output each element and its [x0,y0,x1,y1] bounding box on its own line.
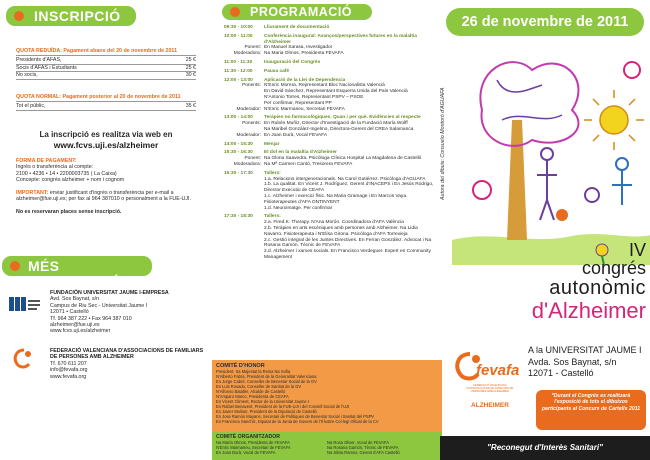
comite-org-list [216,440,438,455]
org1-email-link[interactable]: alzheimer@fue.uji.es [50,322,100,329]
right-column [440,0,650,460]
date-banner [446,8,644,36]
comite-org-line: Na Rosa Oliver, Vocal de FEVAFA [327,440,390,445]
congress-title [460,242,646,323]
program-subrow: Moderador: N'Enric Marmaneu, Secretari FEVAFA [236,106,345,112]
web-info [10,130,202,150]
programacio-title: PROGRAMACIÓ [250,5,353,19]
bullet-icon [10,261,20,271]
comite-honor-line: En Jorge Cabré, Conseller de Benestar Social de la GV [216,379,317,384]
comite-honor-line: En Rafael Benavent, President de la FUE-UJI i del Consell Social de l'UJI [216,404,350,409]
fevafa-logo-icon [8,346,42,372]
inscripcio-title: INSCRIPCIÓ [34,8,121,24]
program-item: 10:00 - 11:00 Conferència inaugural: Avanços/perspectives futures en la malaltia d'Alzheimer [224,33,417,45]
venue [528,345,648,380]
info-header [2,256,152,290]
divider [16,55,196,56]
program-item: 16:30 - 17:30 Tallers: [224,170,281,176]
payment-title: FORMA DE PAGAMENT: [16,158,77,164]
date-text: 26 de novembre de 2011 [461,14,629,30]
alzheimer-label: ALZHEIMER [471,402,509,409]
person-figure-icon [537,160,557,220]
program-list [224,25,436,261]
org2-contact [50,348,208,380]
normal-fee-block [16,94,196,111]
exhibition-note [536,390,646,430]
flower-icon [624,62,640,78]
person-head-icon [541,148,553,160]
web-url-link[interactable]: www.fcvs.uji.es/alzheimer [53,140,159,150]
program-subrow: Ponents: En Rubén Muñiz, Director d'Investigació de la Fundació María Wolff [242,121,408,127]
middle-column [212,0,440,460]
recognition-text: "Reconegut d'Interès Sanitari" [487,443,603,452]
normal-fee-heading: QUOTA NORMAL: Pagament posterior al 20 de novembre de 2011 [16,94,181,100]
program-item: 11:00 - 11:30 Inauguració del Congrés [224,59,321,65]
info-title: MÉS INFORMACIÓ [28,258,122,290]
congress-line3: d'Alzheimer [531,298,646,323]
program-item: 14:00 - 15:30 Menjar [224,141,280,147]
org1-name: FUNDACIÓN UNIVERSITAT JAUME I-EMPRESA [50,290,169,296]
program-subrow: 2.a. Fired.K. Therapy. N'Ana Morón. Coordinadora d'AFA València [264,220,404,226]
program-subrow: Na Maribel González-Ingelmo, Directora-Gerent del CREA Salamanca [264,126,414,132]
program-subrow: 1.c. Alzheimer i exercici físic. Na Maria Gramage i En Marcos Vaya. Fisioterapeutes d'AFA ONTINYENT [264,193,408,205]
comite-honor-line: En Vicent Climent, Rector de la Universitat Jaume I [216,399,309,404]
org1-contact [50,290,208,335]
org2-web-link[interactable]: www.fevafa.org [50,373,87,380]
comite-org-right [327,440,438,455]
program-item: 09:30 - 10:00 Lliurament de documentació [224,25,330,30]
comite-honor-line: En Luis Rosado, Conseller de Sanitat de la GV [216,384,302,389]
org1-line: Tf. 964 387 222 • Fax 964 387 010 [50,315,132,322]
fevafa-logo [448,350,520,422]
org1-line: Avd. Sos Baynat, s/n [50,296,100,303]
tree-crown-shape [480,62,578,146]
payment-block [16,158,202,216]
programacio-header [222,4,372,20]
comite-org-line: Na María Olmos, Presidenta de FEVAFA [216,440,290,445]
program-subrow: Moderador: En Joan Durà, Vocal FEVAFA [236,132,328,138]
congress-numeral: IV [628,240,646,260]
congress-line2: autonòmic [549,277,646,299]
drawing-credit-text: Autora del dibuix: Consuelo Montoró d'AGUAFA [440,87,446,200]
reduced-fee-heading: QUOTA REDUÏDA: Pagament abans del 20 de novembre de 2011 [16,48,178,54]
org2-email-link[interactable]: info@fevafa.org [50,367,88,374]
comite-honor-line: President: Sa Majestat la Reina Na Sofia [216,369,291,374]
payment-line: Ingrés o transferència al compte: [16,164,94,171]
web-info-text: La inscripció es realitza via web en [39,130,173,139]
org2-line: Tf. 670 611 207 [50,360,87,367]
comite-honor-box [212,360,442,432]
program-subrow: En David Sánchez, Representant Esquerra Unida del País Valencià [264,89,408,95]
program-subrow: N'Antonio Torres, Representant PSPV – PSOE [264,94,364,100]
program-subrow: 1.b. La qualitat. En Vicent J. Rodríguez, Gerent d'INACEPS i En Jesús Rodrigo, Director Executiu de CEAFA [264,182,434,194]
person-head-icon [616,158,628,170]
org1-line: Campus de Riu Sec - Universitat Jaume I [50,302,148,309]
inscripcio-header [6,6,136,26]
program-item: 15:30 - 16:30 El dol en la malaltia d'Alzheimer [224,150,337,156]
uji-logo [8,294,42,316]
scribble-shape [497,80,562,120]
divider [16,79,196,80]
comite-honor-line: En Javier Moliner, President de la Diputació de Castelló [216,409,317,414]
left-column [0,0,212,460]
comite-org-line: Na Silvia Ramos, Gerent d'AFA Castelló [327,450,400,455]
payment-line: 2100 • 4236 • 14 • 2200003735 ( La Caixa) [16,170,117,177]
comite-org-line: N'Enric Marmaneu, Secretari de FEVAFA [216,445,291,450]
bullet-icon [230,7,240,17]
venue-line: Avda. Sos Baynat, s/n [528,356,617,367]
payment-line: Concepte: congrés alzheimer + nom i cognom [16,177,125,184]
program-subrow: Ponents: N'Enric Morera, Representant Bloc Nacionalista Valencià [242,83,385,89]
uji-logo-icon [8,294,42,316]
comite-org-left [216,440,327,455]
recognition-banner [440,436,650,460]
fevafa-logo-text: fevafa [476,362,520,379]
program-subrow: Ponent: En Manuel Sarasa, Investigador [244,45,333,51]
program-subrow: Moderadora: Na Maria Olmos, Presidenta FEVAFA [233,51,344,57]
comite-honor-line: En Francisco Sanchiz, Diputat de la Junta de Govern de l'Il·lustre Col·legi Oficial de la CV [216,419,379,424]
tree-trunk-shape [507,120,527,240]
flower-icon [556,209,568,221]
program-subrow: 2.d. Alzheimer i xarxes socials. En Francisco Verdeguer. Expert en Community Management [264,249,431,260]
no-reserve-note: No es reservaran places sense inscripció. [16,209,122,216]
congress-line1: congrés [581,258,646,278]
fee-row: Presidents d'AFAS, 25 € [16,57,196,64]
bullet-icon [14,11,24,21]
program-item: 17:30 - 18:30 Tallers: [224,214,281,220]
fevafa-small-logo [8,346,42,372]
org1-line: 12071 • Castelló [50,309,89,316]
program-subrow: Ponent: Na Gloria Saavedra. Psicòloga Clínica Hospital La Magdalena de Castelló [244,156,422,162]
org2-name: FEDERACIÓ VALENCIANA D'ASSOCIACIONS DE FAMILIARS DE PERSONES AMB ALZHEIMER [50,348,204,361]
sun-icon [600,106,628,134]
fee-row: Tot el públic, 35 € [16,103,196,110]
comite-org-box [212,432,442,460]
program-subrow: 1.a. Relacions intergeneracionals. Na Carol Gutiérrez. Psicòloga d'AGUAFA [264,176,426,182]
comite-org-title: COMITÈ ORGANITZADOR [216,434,280,440]
venue-line: 12071 - Castelló [528,368,594,378]
program-item: 11:30 - 12:00 Pausa café [224,68,290,74]
program-subrow: 2.c. Gestió integral de les Juntes Directives. En Ferran González. Advocat i Na Rosana Gamón. Tècnic de FEVAFA [264,237,432,249]
program-subrow: Moderadora: Na Mª Carmen Cantó, Tresorera FEVAFA [233,161,353,167]
comite-honor-line: En Jose Ramón Mayans, Secretari de Polítiques de Benestar Social i Sanitat del PSPV [216,414,375,419]
exhibition-note-text: *Durant el Congrés es realitzarà l'exposició de tots el dibuixos participants al Concurs de Cartells 2011 [541,393,641,412]
child-drawing [452,40,650,265]
flower-icon [585,188,599,202]
important-note: IMPORTANT: enviar justificant d'ingrés o transferència per e-mail a alzheimer@fue.uji.es; per fax al 964 387010 o personalment a la FUE-UJI. [16,189,191,203]
comite-honor-list [216,369,438,424]
comite-honor-line: N'Alfonso Bataller, Alcalde de Castelló [216,389,286,394]
program-subrow: Per confirmar, Representant PP [264,100,332,106]
drawing-credit [440,87,450,210]
program-subrow: 1.d. Neuroimatge. Per confirmar [264,205,333,211]
comite-org-line: En Joan Durà, Vocal de FEVAFA [216,450,276,455]
divider [16,110,196,111]
program-subrow: 2.b. Teràpies en arts escèniques amb persones amb Alzheimer. Na Lidia Navarro. Fisioterapeuta i N'Elisa Girona. Psicòloga d'AFA Torrevieja [264,225,418,237]
flower-icon [473,181,491,199]
divider [16,101,196,102]
program-item: 12:00 - 13:00 Aplicació de la Llei de Dependència [224,77,346,83]
reduced-fee-block [16,48,196,80]
org1-web-link[interactable]: www.fcvs.uji.es/alzheimer [50,328,111,335]
comite-org-line: Na Rosana Gamón, Tècnic de FEVAFA [327,445,399,450]
comite-honor-line: N'Amparo Marco, Presidenta de CEAFA [216,394,289,399]
person-figure-icon [612,170,632,205]
fee-row: No socis, 30 € [16,72,196,79]
fee-row: Socis d'AFAS i Estudiants 25 € [16,64,196,71]
fevafa-small-text: FEDERACIÓ VALENCIANA D'ASSOCIACIONS DE FAMILIARS DE PERSONES AMB ALZHEIMER [466,384,514,394]
comite-honor-line: N'Alberto Fabra, President de la Generalitat Valenciana [216,374,317,379]
comite-honor-title: COMITÈ D'HONOR [216,363,265,369]
venue-line: A la UNIVERSITAT JAUME I [528,345,642,355]
program-item: 13:00 - 14:00 Teràpies no farmacològiques. Quan i per què. Evidències al respecte [224,115,421,121]
